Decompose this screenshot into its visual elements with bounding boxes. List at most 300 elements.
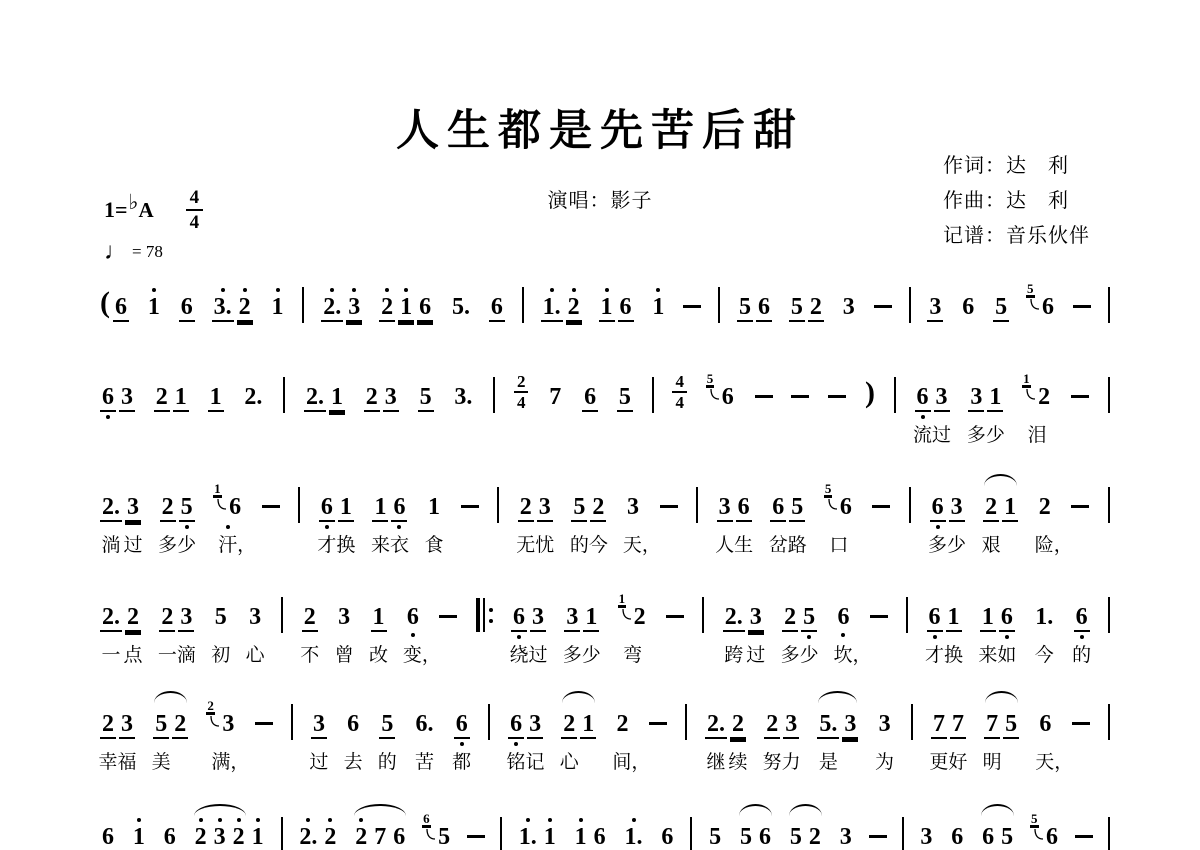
note-token (193, 810, 209, 850)
score-line-5 (98, 697, 1110, 773)
note-group (206, 697, 250, 773)
note-group (715, 480, 754, 556)
note-token (176, 590, 196, 666)
octave-dot (411, 633, 415, 637)
note-number: 3 (249, 604, 262, 630)
note-group (909, 280, 911, 323)
note-group (650, 280, 666, 335)
note-group (894, 370, 896, 413)
dash-rest (872, 505, 890, 508)
singer-label: 演唱：影子 (547, 190, 653, 212)
note-token (808, 280, 824, 337)
note-main (623, 824, 645, 850)
note-token (617, 370, 633, 427)
note-main (541, 294, 563, 322)
note-number: 1. (624, 824, 643, 850)
lyric-syllable: 为 (875, 752, 895, 773)
note-group (497, 480, 499, 523)
octave-dots-below (106, 412, 110, 427)
octave-dots-above (256, 810, 260, 824)
lyric-syllable: 绕 (509, 645, 529, 666)
note-main (398, 294, 414, 322)
note-number: 6 (393, 824, 406, 850)
note-main (297, 824, 319, 850)
time-signature-denominator: 4 (675, 393, 684, 412)
note-token (123, 480, 143, 556)
note-token (516, 480, 536, 556)
note-token (414, 697, 436, 773)
barline (497, 487, 499, 523)
note-main (450, 294, 472, 320)
note-group (685, 697, 687, 740)
note-token (981, 480, 1001, 556)
note-number: 5 (214, 604, 227, 630)
key-prefix: 1= (104, 197, 128, 222)
dash-rest (1075, 835, 1093, 838)
note-main (580, 711, 596, 739)
note-group (414, 697, 436, 773)
lyric-syllable: 来 (370, 535, 390, 556)
note-group (245, 590, 265, 666)
note-main (391, 494, 407, 522)
note-group (569, 480, 608, 556)
lyric-syllable: 续 (728, 752, 748, 773)
note-number: 2 (809, 294, 822, 320)
note-group (562, 590, 601, 666)
dash-rest (666, 615, 684, 618)
note-main (737, 294, 753, 322)
song-title: 人生都是先苦后甜 (396, 108, 804, 155)
note-group (755, 370, 773, 398)
note-token (978, 590, 998, 666)
note-group (424, 480, 444, 556)
note-main (302, 604, 318, 632)
note-number: 3 (348, 294, 361, 320)
note-group (828, 370, 846, 398)
slur-arc (739, 804, 772, 816)
octave-dot (936, 525, 940, 529)
note-group (506, 697, 545, 773)
note-main (250, 824, 266, 850)
note-number: 1 (428, 494, 441, 520)
note-group (817, 697, 858, 773)
octave-dot (359, 818, 363, 822)
note-group (1073, 280, 1091, 308)
note-number: 1 (271, 294, 284, 320)
note-number: 2 (365, 384, 378, 410)
note-main (730, 711, 746, 739)
note-group (157, 590, 196, 666)
note-token (1022, 370, 1052, 446)
repeat-thin-bar (483, 598, 485, 632)
note-number: 6 (229, 494, 242, 520)
dash-rest (683, 305, 701, 308)
slur-arc (154, 691, 187, 703)
note-token (506, 697, 526, 773)
note-main (159, 604, 175, 632)
note-token (364, 370, 380, 427)
score-line-1 (100, 280, 1110, 337)
parenthesis: ( (100, 286, 110, 319)
note-main (946, 604, 962, 632)
note-group (343, 697, 363, 773)
dash-rest (755, 395, 773, 398)
lyric-syllable: 天， (622, 535, 661, 556)
note-token (781, 697, 801, 773)
note-group (422, 810, 452, 850)
lyric-syllable: 汗， (218, 535, 257, 556)
note-group (297, 810, 338, 850)
note-token (966, 370, 986, 446)
note-main (100, 824, 116, 850)
lyric-syllable: 多 (966, 425, 986, 446)
note-group (652, 370, 654, 413)
note-group (309, 697, 329, 773)
note-group (212, 280, 253, 337)
note-number: 5 (438, 824, 451, 850)
note-main (617, 384, 633, 412)
note-group (100, 810, 116, 850)
note-group (262, 480, 280, 508)
note-number: 1 (374, 494, 387, 520)
note-main (980, 824, 996, 850)
note-group (925, 590, 964, 666)
note-number: 2 (161, 604, 174, 630)
octave-dots-above (328, 810, 332, 824)
note-number: 3. (454, 384, 473, 410)
note-token (237, 280, 253, 337)
note-main (1003, 711, 1019, 739)
note-main (371, 604, 387, 632)
octave-dot (550, 288, 554, 292)
note-main (517, 824, 539, 850)
note-group (599, 280, 634, 337)
note-main (547, 384, 563, 410)
note-group (213, 480, 257, 556)
note-token (206, 697, 250, 773)
note-token (581, 590, 601, 666)
note-number: 2 (232, 824, 245, 850)
lyric-syllable: 努 (762, 752, 782, 773)
note-number: 3 (970, 384, 983, 410)
slur-arc (354, 804, 406, 816)
note-main (949, 824, 965, 850)
dash-rest (869, 835, 887, 838)
note-number: 5 (803, 604, 816, 630)
octave-dot (572, 288, 576, 292)
note-token (242, 370, 264, 425)
lyric-syllable: 好 (948, 752, 968, 773)
lyric-syllable: 忧 (535, 535, 555, 556)
note-group (100, 280, 129, 337)
note-group (1108, 480, 1110, 523)
note-number: 1 (174, 384, 187, 410)
note-number: 7 (374, 824, 387, 850)
barline (522, 287, 524, 323)
note-number: 6 (1000, 604, 1013, 630)
note-number: 2. (323, 294, 342, 320)
note-group (582, 370, 598, 427)
repeat-dots (489, 608, 493, 623)
grace-note-number: 5 (1027, 281, 1034, 296)
lyric-syllable: 初 (211, 645, 231, 666)
dash-rest (791, 395, 809, 398)
note-number: 5 (995, 294, 1008, 320)
note-group (100, 590, 143, 666)
note-group (488, 697, 490, 740)
note-group (789, 280, 824, 337)
barline (283, 377, 285, 413)
note-main (705, 711, 727, 739)
grace-note (706, 372, 719, 400)
barline (902, 817, 904, 850)
note-group (1071, 480, 1089, 508)
note-group (929, 697, 968, 773)
octave-dot (404, 288, 408, 292)
note-group (1071, 370, 1089, 398)
note-group (467, 810, 485, 838)
note-group (902, 810, 904, 850)
barline (685, 704, 687, 740)
note-number: 1 (372, 604, 385, 630)
note-group (452, 697, 472, 773)
note-number: 2 (985, 494, 998, 520)
lyric-syllable: 一 (157, 645, 177, 666)
lyric-syllable: 满， (211, 752, 250, 773)
note-number: 2 (563, 711, 576, 737)
slur-arc (981, 804, 1014, 816)
barline (1108, 597, 1110, 633)
note-number: 5 (790, 294, 803, 320)
note-number: 7 (986, 711, 999, 737)
note-token (566, 280, 582, 337)
note-main (542, 824, 558, 850)
note-number: 3 (121, 711, 133, 737)
octave-dot (226, 525, 230, 529)
grace-hook-icon (1026, 389, 1035, 400)
note-main (571, 494, 587, 522)
lyric-syllable: 少 (581, 645, 601, 666)
note-main (960, 294, 976, 320)
time-signature-numerator: 2 (514, 373, 529, 393)
octave-dot (921, 415, 925, 419)
note-group (1075, 810, 1093, 838)
note-token (985, 370, 1005, 446)
grace-note-number: 5 (824, 481, 832, 496)
credit-transcriber: 记谱：音乐伙伴 (943, 225, 1090, 247)
note-token (707, 810, 723, 850)
note-group (418, 370, 434, 427)
octave-dot (460, 742, 464, 746)
lyric-syllable: 生 (734, 535, 754, 556)
note-token (172, 697, 188, 754)
note-number: 6 (737, 494, 750, 520)
lyric-syllable: 人 (715, 535, 735, 556)
note-token (1030, 810, 1060, 850)
note-number: 6 (180, 294, 193, 320)
note-token (322, 810, 338, 850)
quarter-note-icon: ♩ (104, 239, 128, 265)
note-number: 1 (947, 604, 960, 630)
lyric-syllable: 的 (377, 752, 397, 773)
note-main (100, 604, 122, 632)
octave-dots-above (243, 280, 247, 294)
grace-note-number: 1 (1023, 371, 1030, 386)
note-token (450, 280, 472, 335)
note-token (817, 697, 839, 773)
note-main (454, 711, 470, 739)
note-main (154, 384, 170, 412)
note-number: 3 (213, 824, 226, 850)
note-number: 2 (592, 494, 605, 520)
note-group (949, 810, 965, 850)
note-main (934, 384, 950, 412)
note-group (623, 810, 645, 850)
note-main (582, 384, 598, 412)
note-group (547, 370, 563, 425)
lyric-syllable: 过 (309, 752, 329, 773)
note-main (983, 494, 999, 522)
note-number: 3 (950, 494, 963, 520)
grace-note (206, 699, 219, 727)
grace-note-number: 5 (1031, 811, 1038, 826)
note-token (370, 480, 390, 556)
note-token (391, 810, 407, 850)
note-number: 3 (127, 494, 139, 520)
note-main (372, 494, 388, 522)
note-main (783, 711, 799, 739)
note-number: 6 (619, 294, 632, 320)
note-group (98, 697, 137, 773)
note-token (925, 590, 945, 666)
note-number: 2 (519, 494, 532, 520)
grace-hook-icon (210, 716, 219, 727)
note-group (100, 370, 135, 427)
note-token (993, 280, 1009, 337)
note-token (788, 810, 804, 850)
note-token (715, 480, 735, 556)
note-token (317, 480, 337, 556)
dash-rest (874, 305, 892, 308)
note-number: 5 (789, 824, 802, 850)
note-main (379, 294, 395, 322)
time-signature (514, 373, 529, 411)
barline (909, 487, 911, 523)
note-number: 1 (330, 384, 343, 410)
note-token (948, 697, 968, 773)
note-main (178, 604, 194, 632)
note-group (981, 480, 1018, 556)
grace-note-number: 1 (214, 481, 221, 496)
note-main (1022, 371, 1052, 412)
slur-arc (985, 691, 1018, 703)
note-main (372, 824, 388, 850)
octave-dots-above (579, 810, 583, 824)
grace-note-number: 1 (618, 591, 626, 606)
grace-note (1030, 812, 1043, 840)
note-group (960, 280, 976, 335)
note-group (158, 480, 197, 556)
note-token (353, 810, 369, 850)
note-main (927, 604, 943, 632)
lyric-syllable: 过 (528, 645, 548, 666)
note-token (1072, 590, 1092, 666)
note-group (100, 480, 143, 556)
lyric-syllable: 不 (300, 645, 320, 666)
note-group (993, 280, 1009, 337)
note-main (247, 604, 263, 630)
note-number: 2 (808, 824, 821, 850)
note-main (583, 604, 599, 632)
note-group (489, 280, 505, 337)
note-main (193, 824, 209, 850)
octave-dot (517, 635, 521, 639)
score-line-2 (100, 370, 1110, 446)
note-main (659, 824, 675, 850)
note-token (372, 810, 388, 850)
grace-hook-icon (426, 829, 435, 840)
note-main (950, 711, 966, 739)
dash-rest (660, 505, 678, 508)
note-token (944, 590, 964, 666)
note-main (987, 384, 1003, 412)
lyric-syllable: 多 (562, 645, 582, 666)
note-main (807, 824, 823, 850)
lyric-syllable: 才 (925, 645, 945, 666)
note-group (1108, 590, 1110, 633)
note-main (153, 711, 169, 739)
flat-icon: ♭ (128, 190, 139, 214)
note-number: 2. (102, 494, 120, 520)
note-main (770, 494, 786, 522)
note-token (787, 480, 807, 556)
note-group (154, 370, 189, 427)
note-token (379, 280, 395, 337)
octave-dot (106, 415, 110, 419)
octave-dot (306, 818, 310, 822)
note-number: 1. (542, 294, 561, 320)
slur-arc (984, 474, 1017, 486)
note-number: 3 (338, 604, 351, 630)
grace-hook-icon (710, 389, 719, 400)
note-token (383, 370, 399, 427)
note-token (117, 697, 137, 773)
note-group (617, 370, 633, 427)
note-group (690, 810, 692, 850)
note-main (527, 711, 543, 739)
lyric-syllable: 少 (799, 645, 819, 666)
score-line-6 (100, 810, 1110, 850)
note-group (1030, 810, 1060, 850)
note-token (100, 810, 116, 850)
note-number: 6 (406, 604, 419, 630)
note-token (525, 697, 545, 773)
note-token (336, 480, 356, 556)
note-number: 3 (384, 384, 397, 410)
lyric-syllable: 少 (177, 535, 197, 556)
note-token (592, 810, 608, 850)
note-main (426, 494, 442, 520)
note-main (113, 294, 129, 322)
note-main (993, 294, 1009, 322)
note-number: 2. (102, 604, 120, 630)
note-main (100, 711, 116, 739)
note-number: 6 (928, 604, 941, 630)
note-group (364, 370, 399, 427)
note-number: 6 (837, 604, 850, 630)
barline (493, 377, 495, 413)
note-main (270, 294, 286, 320)
